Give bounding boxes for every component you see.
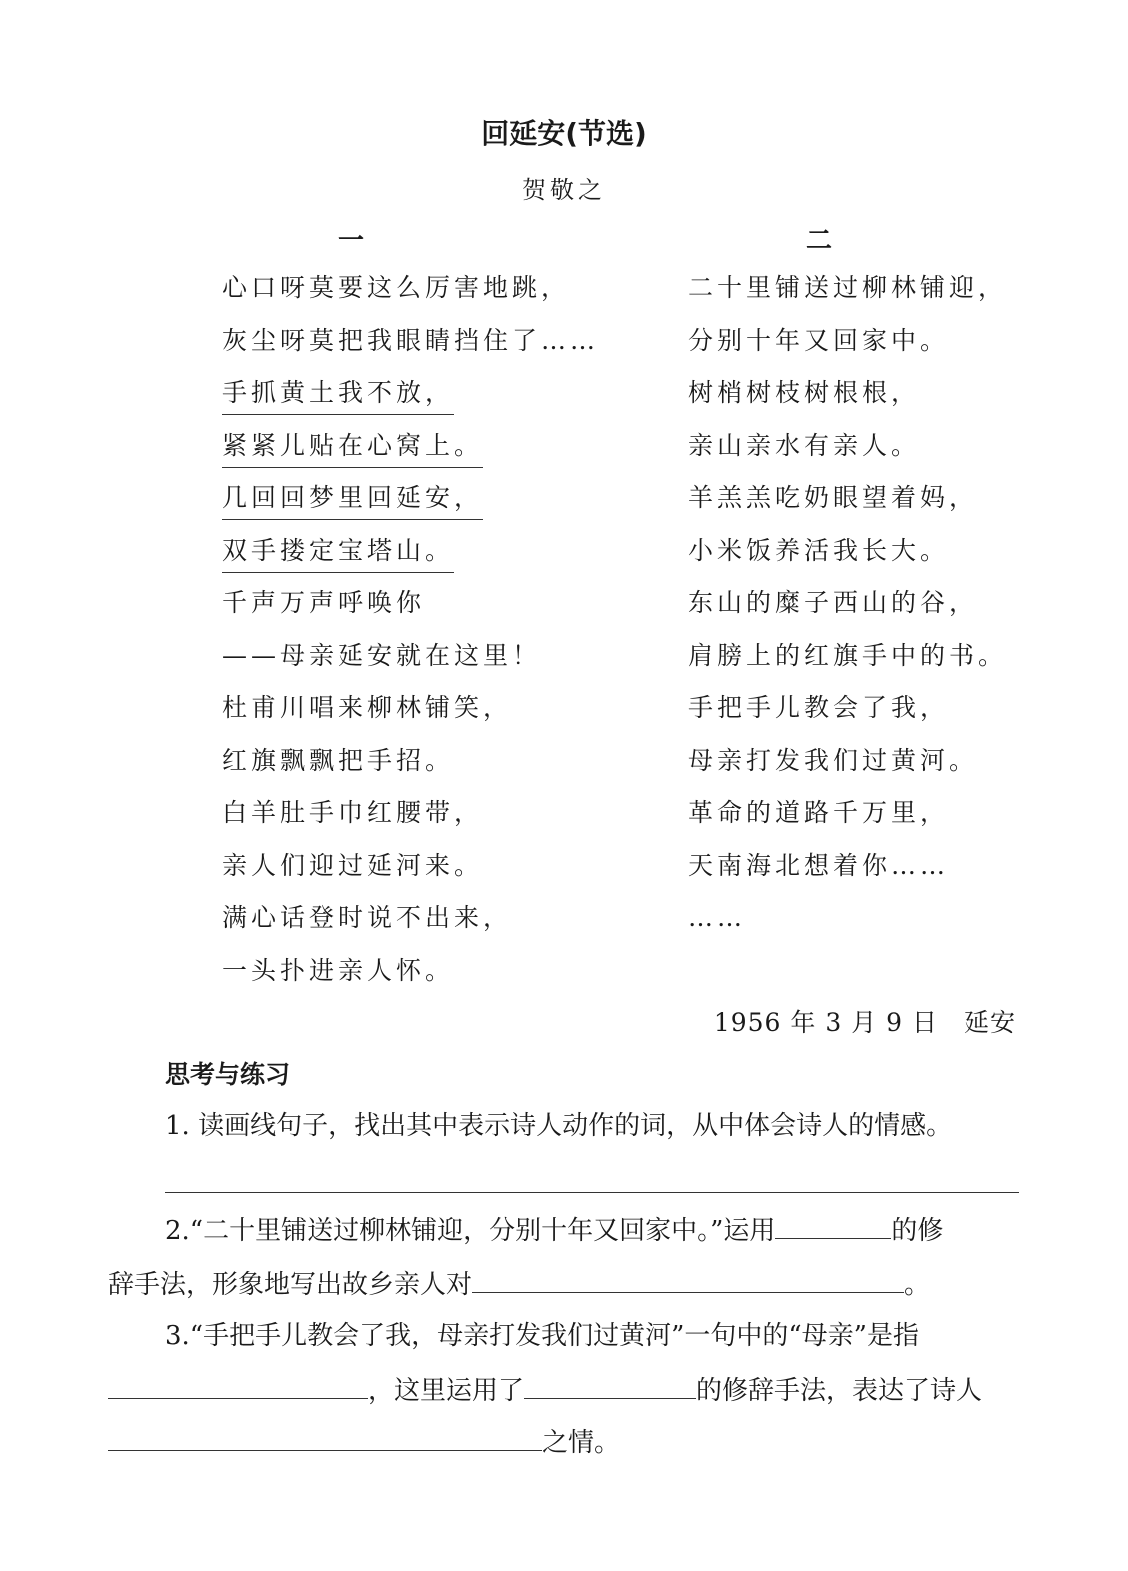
poem-line-text: 白羊肚手巾红腰带， [222,798,484,827]
answer-line-q1[interactable] [165,1192,1019,1193]
poem-line-text: 肩膀上的红旗手中的书。 [688,640,1008,670]
question-2-text-a: 2.“二十里铺送过柳林铺迎，分别十年又回家中。”运用 [165,1216,776,1246]
poem-line-text: 双手搂定宝塔山。 [222,532,454,573]
question-2-line-2 [108,1262,930,1305]
poem-line-text: …… [688,903,746,932]
poem-title: 回延安(节选) [481,117,647,150]
blank-q2-feeling[interactable] [472,1262,904,1293]
question-2-text-d: 。 [904,1270,931,1300]
poem-line-text: 红旗飘飘把手招。 [222,745,455,775]
poem-line [688,741,1007,794]
poem-line-text: 天南海北想着你…… [688,850,950,880]
poem-line-text: 革命的道路千万里， [688,798,950,827]
question-3-text-d: 之情。 [542,1428,621,1458]
poem-line [688,321,1007,374]
poem-line-text: 手把手儿教会了我， [688,693,950,722]
poem-line [688,268,1007,321]
blank-q2-rhetoric[interactable] [775,1208,891,1239]
poem-line [222,636,599,689]
question-3-text-c: 的修辞手法，表达了诗人 [696,1376,983,1406]
poem-line-text: 满心话登时说不出来， [222,903,513,932]
poem-section-1 [222,268,599,1003]
question-3-line-1: 3.“手把手儿教会了我，母亲打发我们过黄河”一句中的“母亲”是指 [165,1321,919,1351]
poem-line [222,426,599,479]
section-1-heading: 一 [338,226,365,256]
poem-line-text: 小米饭养活我长大。 [688,535,950,565]
poem-line [222,793,599,846]
poem-line-text: 杜甫川唱来柳林铺笑， [222,693,513,722]
poem-line-text: 分别十年又回家中。 [688,325,950,355]
poem-line [222,373,599,426]
poem-line [222,531,599,584]
blank-q3-mother[interactable] [108,1368,368,1399]
blank-q3-emotion[interactable] [108,1420,542,1451]
poem-line [688,688,1007,741]
poem-line [222,846,599,899]
poem-line [688,426,1007,479]
poem-line [222,898,599,951]
poem-line-text: ——母亲延安就在这里！ [222,640,542,670]
poem-line-text: 灰尘呀莫把我眼睛挡住了…… [222,325,600,355]
poem-line-text: 树梢树枝树根根， [688,378,921,407]
poem-line [222,583,599,636]
poem-author: 贺敬之 [522,176,606,204]
poem-line-text: 二十里铺送过柳林铺迎， [688,273,1008,302]
poem-line [222,951,599,1004]
poem-line [222,478,599,531]
poem-line-text: 一头扑进亲人怀。 [222,955,455,985]
poem-line [688,793,1007,846]
poem-line [222,268,599,321]
question-2-text-b: 的修 [891,1216,944,1246]
poem-line-text: 千声万声呼唤你 [222,588,426,617]
poem-line-text: 心口呀莫要这么厉害地跳， [222,273,571,302]
poem-line [688,846,1007,899]
question-3-text-b: ，这里运用了 [368,1376,525,1406]
poem-line [222,741,599,794]
poem-line-text: 几回回梦里回延安， [222,479,483,520]
poem-line-text: 亲山亲水有亲人。 [688,430,921,460]
poem-line [222,688,599,741]
poem-line-text: 亲人们迎过延河来。 [222,850,484,880]
poem-line-text: 紧紧儿贴在心窝上。 [222,427,483,468]
exercises-heading: 思考与练习 [165,1060,291,1089]
poem-line [688,898,1007,951]
poem-line [688,531,1007,584]
question-1: 1. 读画线句子，找出其中表示诗人动作的词，从中体会诗人的情感。 [165,1111,953,1141]
question-3-line-3 [108,1420,620,1463]
poem-line [688,478,1007,531]
poem-line-text: 手抓黄土我不放， [222,374,454,415]
question-2-line-1 [165,1208,943,1251]
poem-line [688,373,1007,426]
poem-line-text: 东山的糜子西山的谷， [688,588,979,617]
poem-line-text: 羊羔羔吃奶眼望着妈， [688,483,979,512]
poem-line [222,321,599,374]
poem-line-text: 母亲打发我们过黄河。 [688,745,979,775]
poem-line [688,583,1007,636]
poem-section-2 [688,268,1007,951]
blank-q3-rhetoric[interactable] [524,1368,696,1399]
question-3-line-2 [108,1368,982,1411]
poem-line [688,636,1007,689]
section-2-heading: 二 [806,226,833,256]
dateline: 1956 年 3 月 9 日 延安 [713,1008,1016,1037]
question-2-text-c: 辞手法，形象地写出故乡亲人对 [108,1270,473,1300]
